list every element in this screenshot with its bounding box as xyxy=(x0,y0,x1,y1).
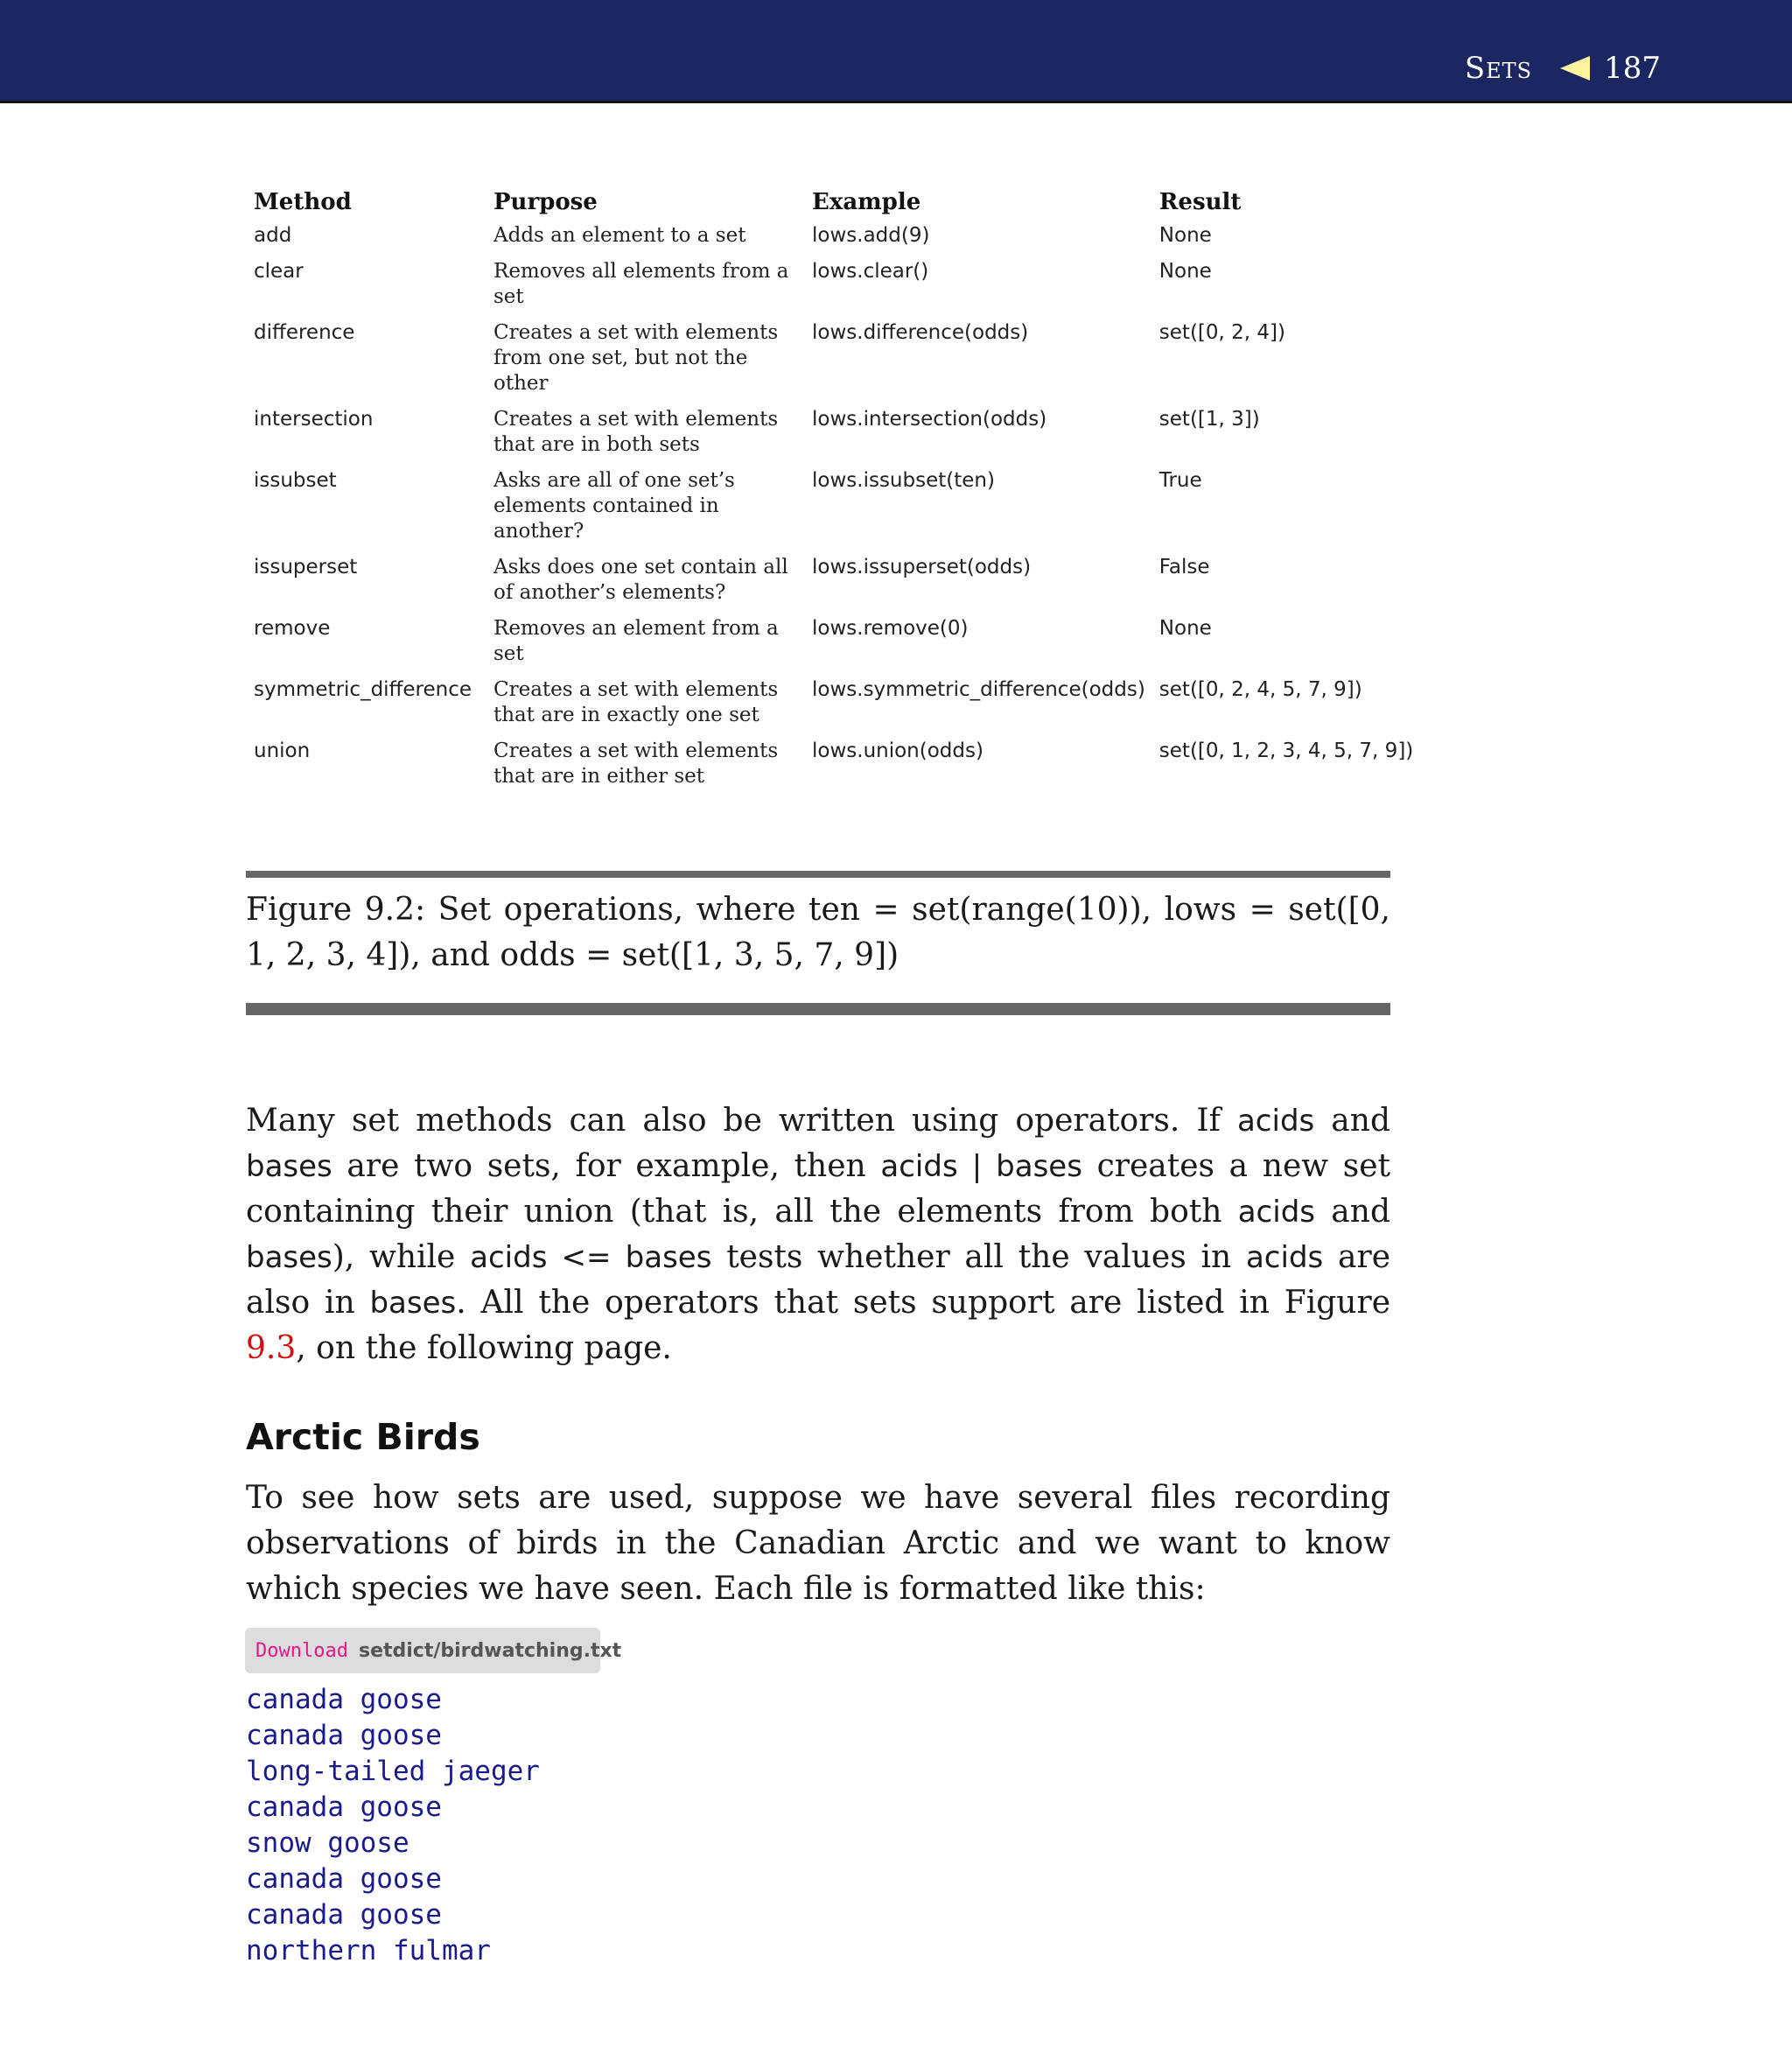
method-cell: remove xyxy=(254,617,331,640)
code-acids: acids xyxy=(1245,1240,1324,1275)
result-cell: set([0, 2, 4, 5, 7, 9]) xyxy=(1158,678,1362,701)
method-cell: union xyxy=(254,740,311,762)
code-line: canada goose xyxy=(246,1899,442,1931)
text-run: . All the operators that sets support are listed in Figure xyxy=(456,1285,1390,1321)
table-row xyxy=(247,613,1429,675)
example-cell: lows.remove(0) xyxy=(812,617,969,640)
result-cell: None xyxy=(1158,617,1212,640)
code-line: canada goose xyxy=(246,1684,442,1715)
column-header-example: Example xyxy=(812,189,921,215)
purpose-cell: Removes an element from a set xyxy=(494,617,779,665)
table-row xyxy=(247,404,1429,466)
table-row xyxy=(247,466,1429,552)
table-row xyxy=(247,318,1429,404)
purpose-cell: Asks are all of one set’s elements contained in another? xyxy=(494,469,735,543)
text-run: and xyxy=(1314,1103,1390,1139)
text-run: are also in xyxy=(246,1239,1391,1321)
method-cell: symmetric_difference xyxy=(254,678,472,701)
example-cell: lows.union(odds) xyxy=(812,740,984,762)
code-line: northern fulmar xyxy=(246,1935,491,1966)
table-header-row xyxy=(247,186,1429,221)
table-row xyxy=(247,552,1429,613)
code-line: long-tailed jaeger xyxy=(246,1756,540,1787)
purpose-cell: Asks does one set contain all of another’s elements? xyxy=(494,556,788,604)
figure-rule-top xyxy=(246,871,1390,878)
example-cell: lows.intersection(odds) xyxy=(812,408,1047,431)
purpose-cell: Adds an element to a set xyxy=(494,224,746,247)
result-cell: None xyxy=(1158,260,1212,283)
text-run: and xyxy=(1315,1194,1390,1230)
download-link[interactable] xyxy=(245,1628,622,1673)
text-run: are two sets, for example, then xyxy=(332,1148,881,1184)
code-line: canada goose xyxy=(246,1863,442,1895)
figure-link[interactable]: 9.3 xyxy=(246,1330,297,1366)
method-cell: difference xyxy=(254,321,355,344)
back-arrow-icon[interactable] xyxy=(1560,56,1590,81)
method-cell: clear xyxy=(254,260,304,283)
table-row xyxy=(247,256,1429,318)
download-path: setdict/birdwatching.txt xyxy=(358,1639,622,1662)
operators-paragraph xyxy=(246,1098,1390,1371)
example-cell: lows.issubset(ten) xyxy=(812,469,995,492)
purpose-cell: Creates a set with elements from one set, but not the other xyxy=(494,321,779,395)
code-acids: acids xyxy=(1237,1195,1315,1230)
code-bases: bases xyxy=(246,1149,332,1184)
section-name: Sets xyxy=(1464,51,1533,86)
example-cell: lows.difference(odds) xyxy=(812,321,1029,344)
purpose-cell: Creates a set with elements that are in both sets xyxy=(494,408,779,456)
example-cell: lows.issuperset(odds) xyxy=(812,556,1032,578)
download-label: Download xyxy=(256,1639,348,1662)
method-cell: issubset xyxy=(254,469,337,492)
method-cell: issuperset xyxy=(254,556,358,578)
column-header-method: Method xyxy=(254,189,352,215)
text-run: creates a new set containing their union (that is, all the elements from both xyxy=(246,1148,1391,1230)
code-acids: acids xyxy=(1236,1104,1315,1139)
method-cell: add xyxy=(254,224,292,247)
text-run: tests whether all the values in xyxy=(711,1239,1246,1275)
example-cell: lows.symmetric_difference(odds) xyxy=(812,678,1145,701)
set-methods-table xyxy=(247,186,1429,797)
table-row xyxy=(247,675,1429,736)
code-line: canada goose xyxy=(246,1720,442,1751)
text-run: Many set methods can also be written using operators. If xyxy=(246,1103,1237,1139)
code-line: snow goose xyxy=(246,1827,410,1859)
result-cell: set([1, 3]) xyxy=(1158,408,1260,431)
method-cell: intersection xyxy=(254,408,374,431)
result-cell: False xyxy=(1158,556,1210,578)
code-line: canada goose xyxy=(246,1791,442,1823)
code-bases: bases xyxy=(369,1286,457,1321)
column-header-purpose: Purpose xyxy=(494,189,598,215)
purpose-cell: Removes all elements from a set xyxy=(494,260,789,308)
page-header xyxy=(0,0,1792,103)
text-run: ), while xyxy=(332,1239,471,1275)
page-number: 187 xyxy=(1604,51,1661,86)
text-run: , on the following page. xyxy=(296,1330,672,1366)
figure-rule-bottom xyxy=(246,1003,1390,1015)
purpose-cell: Creates a set with elements that are in either set xyxy=(494,740,779,788)
column-header-result: Result xyxy=(1158,189,1242,215)
result-cell: set([0, 1, 2, 3, 4, 5, 7, 9]) xyxy=(1158,740,1414,762)
example-cell: lows.clear() xyxy=(812,260,929,283)
figure-caption: Figure 9.2: Set operations, where ten = set(range(10)), lows = set([0, 1, 2, 3, 4]), and odds = set([1, 3, 5, 7, 9]) xyxy=(246,892,1390,973)
code-acids-union-bases: acids | bases xyxy=(880,1149,1082,1184)
example-cell: lows.add(9) xyxy=(812,224,930,247)
code-acids-subset-bases: acids <= bases xyxy=(470,1240,712,1275)
result-cell: True xyxy=(1158,469,1202,492)
code-listing xyxy=(246,1682,540,1969)
result-cell: set([0, 2, 4]) xyxy=(1158,321,1285,344)
table-row xyxy=(247,736,1429,797)
purpose-cell: Creates a set with elements that are in exactly one set xyxy=(494,678,779,726)
arctic-birds-paragraph: To see how sets are used, suppose we have several files recording observations of birds in the Canadian Arctic and we want to know which species we have seen. Each file is formatted like this: xyxy=(246,1480,1390,1607)
code-bases: bases xyxy=(246,1240,332,1275)
table-row xyxy=(247,221,1429,256)
section-heading: Arctic Birds xyxy=(246,1416,480,1458)
result-cell: None xyxy=(1158,224,1212,247)
header-nav xyxy=(1465,51,1661,86)
